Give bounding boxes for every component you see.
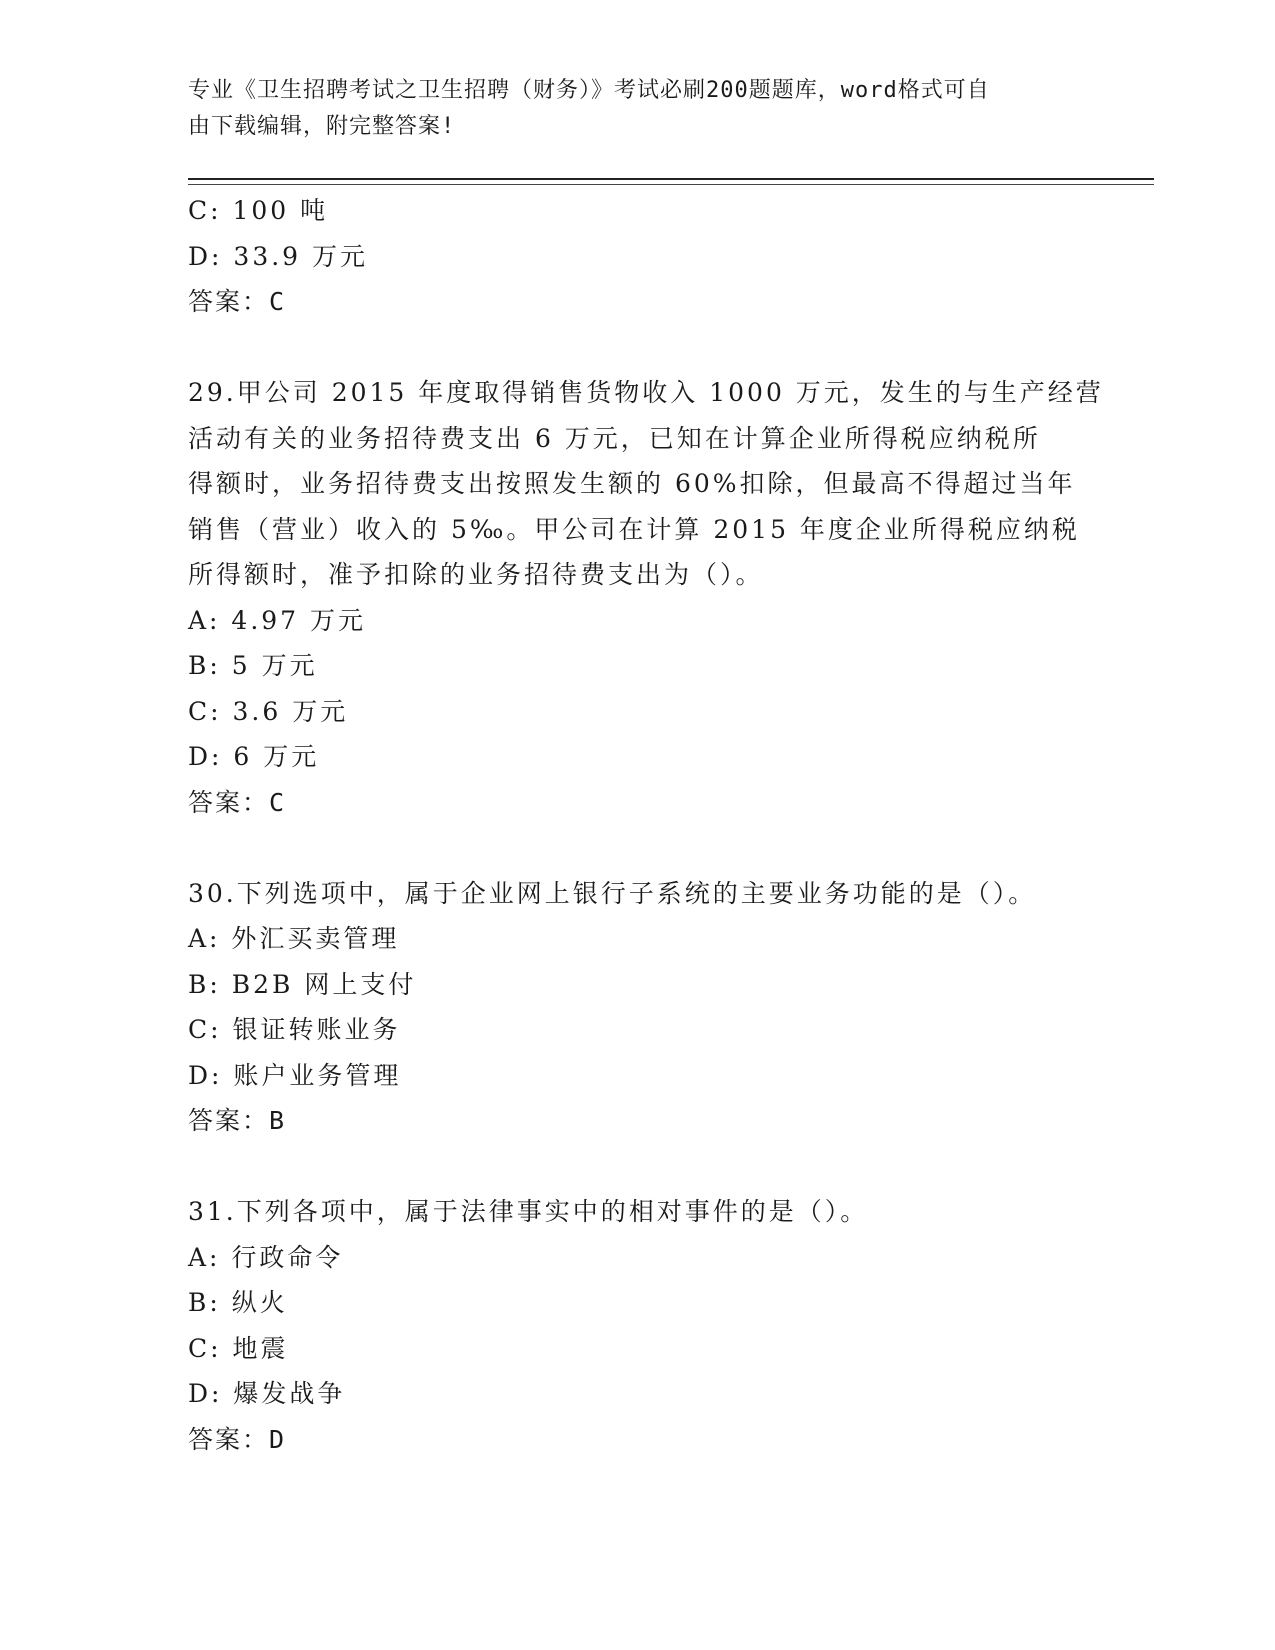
option-d: D: 账户业务管理 bbox=[188, 1060, 402, 1090]
question-stem-line: 31.下列各项中，属于法律事实中的相对事件的是（）。 bbox=[188, 1197, 869, 1226]
option-a: A: 外汇买卖管理 bbox=[188, 924, 400, 953]
spacer bbox=[188, 825, 1088, 871]
option-c: C: 3.6 万元 bbox=[188, 696, 349, 726]
header-line-2: 由下载编辑，附完整答案! bbox=[188, 114, 456, 139]
option-b: B: 纵火 bbox=[188, 1288, 288, 1317]
answer-line: 答案：D bbox=[188, 1424, 287, 1454]
header-divider-thick bbox=[188, 178, 1154, 180]
option-b: B: B2B 网上支付 bbox=[188, 969, 417, 999]
document-header bbox=[188, 73, 1068, 145]
spacer bbox=[188, 1144, 1088, 1190]
question-30 bbox=[188, 871, 1088, 1144]
question-stem-line: 29.甲公司 2015 年度取得销售货物收入 1000 万元，发生的与生产经营 bbox=[188, 378, 1104, 407]
option-d: D: 6 万元 bbox=[188, 742, 320, 771]
question-stem-line: 得额时，业务招待费支出按照发生额的 60%扣除，但最高不得超过当年 bbox=[188, 469, 1076, 498]
spacer bbox=[188, 325, 1088, 371]
option-c: C: 地震 bbox=[188, 1333, 289, 1363]
header-line-1: 专业《卫生招聘考试之卫生招聘（财务）》考试必刷200题题库，word格式可自 bbox=[188, 78, 990, 103]
option-b: B: 5 万元 bbox=[188, 651, 318, 680]
question-stem-line: 活动有关的业务招待费支出 6 万元，已知在计算企业所得税应纳税所 bbox=[188, 423, 1041, 453]
question-stem-line: 销售（营业）收入的 5‰。甲公司在计算 2015 年度企业所得税应纳税 bbox=[188, 514, 1080, 544]
option-d: D: 33.9 万元 bbox=[188, 241, 369, 271]
question-stem-line: 所得额时，准予扣除的业务招待费支出为（）。 bbox=[188, 560, 764, 589]
answer-line: 答案：C bbox=[188, 287, 287, 316]
option-c: C: 银证转账业务 bbox=[188, 1015, 401, 1044]
option-d: D: 爆发战争 bbox=[188, 1379, 346, 1408]
option-c: C: 100 吨 bbox=[188, 196, 329, 225]
question-list bbox=[188, 188, 1104, 1462]
option-a: A: 4.97 万元 bbox=[188, 605, 367, 635]
question-29 bbox=[188, 370, 1104, 825]
answer-line: 答案：C bbox=[188, 787, 287, 817]
header-divider-thin bbox=[188, 184, 1154, 185]
question-stem-line: 30.下列选项中，属于企业网上银行子系统的主要业务功能的是（）。 bbox=[188, 878, 1037, 908]
previous-question-tail bbox=[188, 188, 1088, 325]
option-a: A: 行政命令 bbox=[188, 1242, 344, 1272]
answer-line: 答案：B bbox=[188, 1106, 287, 1135]
question-31 bbox=[188, 1189, 1088, 1462]
